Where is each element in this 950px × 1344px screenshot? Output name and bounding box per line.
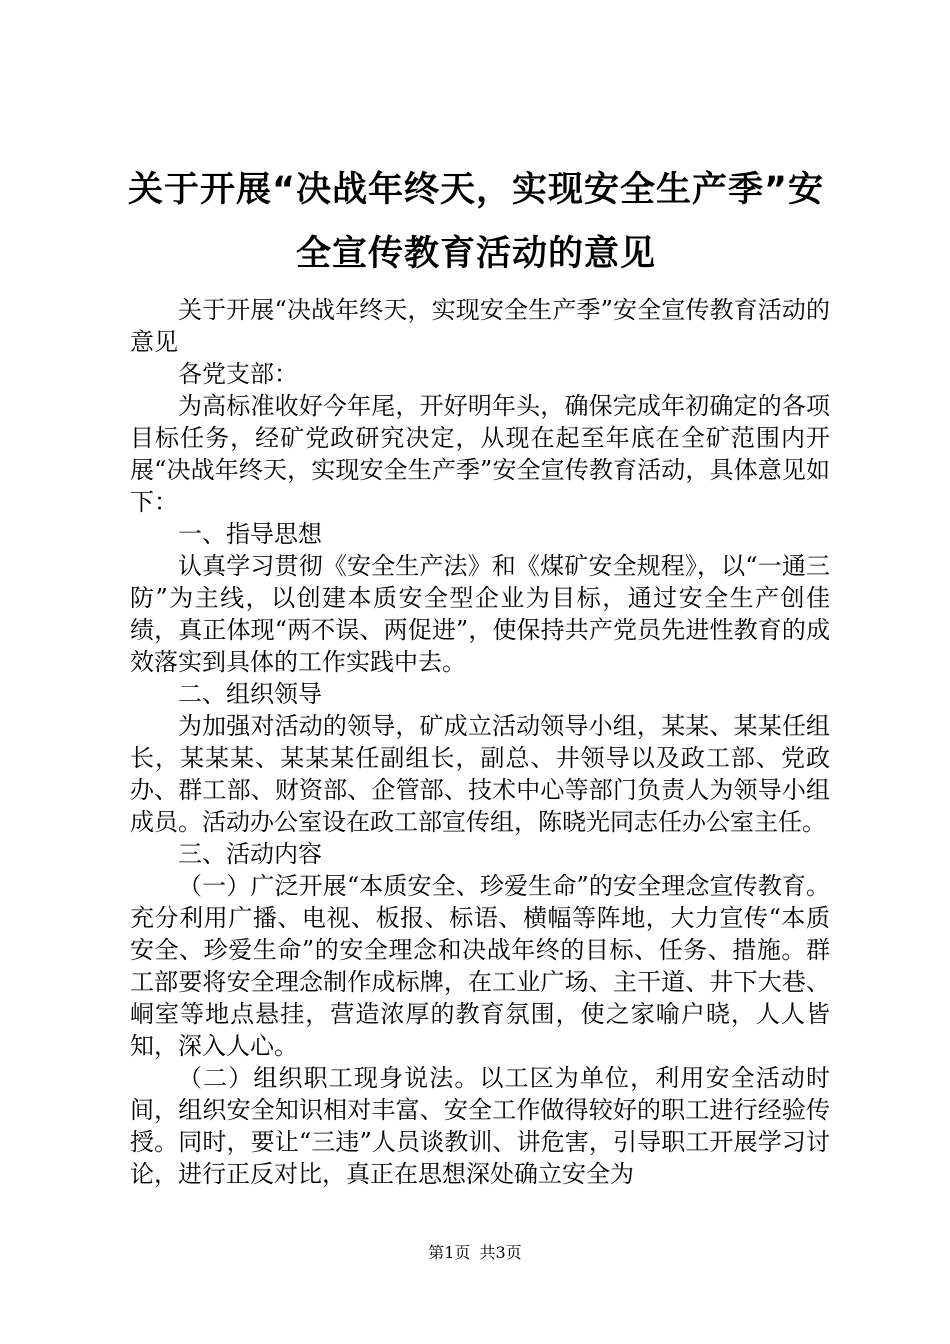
section-heading-activities: 三、活动内容 <box>178 840 322 868</box>
title-line-1: 关于开展“决战年终天，实现安全生产季”安 <box>127 170 824 210</box>
page-number-total: 共3页 <box>479 1243 522 1262</box>
page-footer <box>0 1243 950 1263</box>
paragraph-activity-2: （二）组织职工现身说法。以工区为单位，利用安全活动时间，组织安全知识相对丰富、安全工作做得较好的职工进行经验传授。同时，要让“三违”人员谈教训、讲危害，引导职工开展学习讨论，进行正反对比，真正在思想深处确立安全为 <box>130 1064 830 1188</box>
section-heading-leadership: 二、组织领导 <box>178 680 322 708</box>
paragraph-salutation: 各党支部： <box>178 360 298 388</box>
paragraph-intro: 为高标准收好今年尾，开好明年头，确保完成年初确定的各项目标任务，经矿党政研究决定，从现在起至年底在全矿范围内开展“决战年终天，实现安全生产季”安全宣传教育活动，具体意见如下： <box>130 392 830 516</box>
page-number-current: 第1页 <box>428 1243 471 1262</box>
document-title <box>120 158 832 286</box>
title-line-2: 全宣传教育活动的意见 <box>295 234 656 274</box>
document-body <box>130 294 830 1190</box>
paragraph-activity-1: （一）广泛开展“本质安全、珍爱生命”的安全理念宣传教育。充分利用广播、电视、板报、标语、横幅等阵地，大力宣传“本质安全、珍爱生命”的安全理念和决战年终的目标、任务、措施。群工部要将安全理念制作成标牌，在工业广场、主干道、井下大巷、峒室等地点悬挂，营造浓厚的教育氛围，使之家喻户晓，人人皆知，深入人心。 <box>130 872 830 1060</box>
section-heading-guiding-ideology: 一、指导思想 <box>178 520 322 548</box>
paragraph-leadership: 为加强对活动的领导，矿成立活动领导小组，某某、某某任组长，某某某、某某某任副组长，副总、井领导以及政工部、党政办、群工部、财资部、企管部、技术中心等部门负责人为领导小组成员。活动办公室设在政工部宣传组，陈晓光同志任办公室主任。 <box>130 712 830 836</box>
paragraph-subtitle: 关于开展“决战年终天，实现安全生产季”安全宣传教育活动的意见 <box>130 296 830 356</box>
paragraph-guiding-ideology: 认真学习贯彻《安全生产法》和《煤矿安全规程》，以“一通三防”为主线，以创建本质安全型企业为目标，通过安全生产创佳绩，真正体现“两不误、两促进”，使保持共产党员先进性教育的成效落实到具体的工作实践中去。 <box>130 552 830 676</box>
